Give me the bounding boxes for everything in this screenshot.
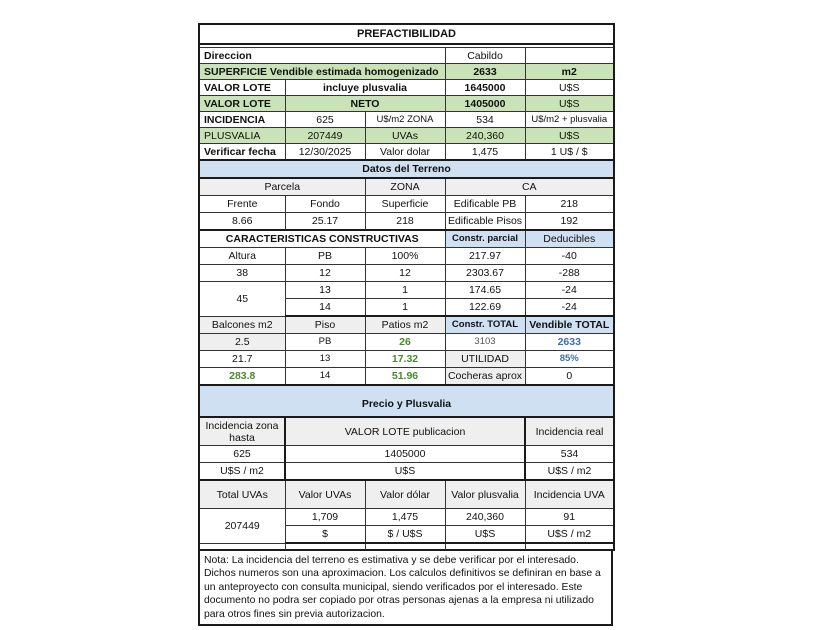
piso-header: Piso [285,316,365,334]
incidencia-zona-label: Incidencia zona hasta [199,417,285,446]
cell-b: PB [285,248,365,265]
valor-lote-label: VALOR LOTE [199,80,285,96]
constr-total-header: Constr. TOTAL [445,316,525,334]
patios-total: 51.96 [365,368,445,386]
fondo-label: Fondo [285,196,365,213]
incidencia-real-value: 534 [525,446,614,463]
cell-b: 14 [285,299,365,317]
utilidad-value: 85% [525,351,614,368]
terreno-header: Datos del Terreno [199,160,614,178]
cell-c: 1 [365,282,445,299]
verificar-value2: 1,475 [445,144,525,161]
direccion-extra [525,48,614,64]
disclaimer-note: Nota: La incidencia del terreno es estimativa y se debe verificar por el interesado. Dichos numeros son una aproximacion. Los calculos definitivos se definiran en base a un anteproyecto con consulta municipal, siendo verificados por el interesado. Este documento no podra ser copiado por otras personas ajenas a la empresa ni utilizado para otros fines sin previa autorizacion. [198,551,613,627]
cocheras-label: Cocheras aprox [445,368,525,386]
balcones-header: Balcones m2 [199,316,285,334]
zona-label: ZONA [365,178,445,196]
constr-parcial-header: Constr. parcial [445,230,525,248]
balcones-value: 21.7 [199,351,285,368]
valor-dolar-header: Valor dólar [365,480,445,509]
total-uvas-header: Total UVAs [199,480,285,509]
balcones-header-row [199,316,614,334]
constructivas-header: CARACTERISTICAS CONSTRUCTIVAS [199,230,445,248]
cell-e: -288 [525,265,614,282]
incidencia-uva-value: 91 [525,509,614,526]
balcones-value: 2.5 [199,334,285,351]
plusvalia-unit: UVAs [365,128,445,144]
valor-plusvalia-unit: U$S [445,526,525,544]
precio-values-row [199,446,614,463]
valor-lote-neto-unit: U$S [525,96,614,112]
superficie-label: SUPERFICIE Vendible estimada homogenizado [199,64,445,80]
cell-d: 2303.67 [445,265,525,282]
valor-lote-row [199,80,614,96]
valor-lote-neto-value: 1405000 [445,96,525,112]
parcela-row [199,178,614,196]
cell-d: 122.69 [445,299,525,317]
edificable-pb-label: Edificable PB [445,196,525,213]
patios-value: 17.32 [365,351,445,368]
cell-e: -40 [525,248,614,265]
valor-lote-unit: U$S [525,80,614,96]
uva-values-row [199,509,614,526]
valor-plusvalia-header: Valor plusvalia [445,480,525,509]
cell-a: 45 [199,282,285,317]
constr-total-value: 3103 [445,334,525,351]
edificable-pb-value: 218 [525,196,614,213]
edificable-pisos-label: Edificable Pisos [445,213,525,231]
parcela-label: Parcela [199,178,365,196]
verificar-row [199,144,614,161]
constructivas-row [199,282,614,299]
terreno-columns-row [199,196,614,213]
zona-value: CA [445,178,614,196]
sheet-title: PREFACTIBILIDAD [199,24,614,44]
cell-e: -24 [525,299,614,317]
cell-b: 12 [285,265,365,282]
precio-units-row [199,463,614,481]
valor-lote-pub-label: VALOR LOTE publicacion [285,417,525,446]
edificable-pisos-value: 192 [525,213,614,231]
superficie-value: 2633 [445,64,525,80]
cell-d: 217.97 [445,248,525,265]
piso-value: PB [285,334,365,351]
balcones-row [199,368,614,386]
prefactibilidad-sheet [198,23,613,626]
piso-value: 13 [285,351,365,368]
direccion-label: Direccion [199,48,445,64]
unit-lote: U$S [285,463,525,481]
superficie-row [199,64,614,80]
verificar-label: Verificar fecha [199,144,285,161]
cell-c: 1 [365,299,445,317]
direccion-value: Cabildo [445,48,525,64]
incidencia-unit: U$/m2 ZONA [365,112,445,128]
fondo-value: 25.17 [285,213,365,231]
uva-headers-row [199,480,614,509]
vendible-total-header: Vendible TOTAL [525,316,614,334]
plusvalia-value: 207449 [285,128,365,144]
valor-uvas-value: 1,709 [285,509,365,526]
verificar-unit2: 1 U$ / $ [525,144,614,161]
valor-lote-value: 1645000 [445,80,525,96]
valor-uvas-unit: $ [285,526,365,544]
cell-d: 174.65 [445,282,525,299]
balcones-total: 283.8 [199,368,285,386]
piso-value: 14 [285,368,365,386]
incidencia-value2: 534 [445,112,525,128]
incidencia-unit2: U$/m2 + plusvalia [525,112,614,128]
deducibles-header: Deducibles [525,230,614,248]
valor-dolar-value: 1,475 [365,509,445,526]
incidencia-row [199,112,614,128]
unit-zona: U$S / m2 [199,463,285,481]
incidencia-uva-header: Incidencia UVA [525,480,614,509]
valor-lote-neto-label: VALOR LOTE [199,96,285,112]
unit-real: U$S / m2 [525,463,614,481]
verificar-unit: Valor dolar [365,144,445,161]
valor-uvas-header: Valor UVAs [285,480,365,509]
incidencia-uva-unit: U$S / m2 [525,526,614,544]
valor-plusvalia-value: 240,360 [445,509,525,526]
precio-header: Precio y Plusvalia [199,385,614,417]
cell-c: 100% [365,248,445,265]
incidencia-real-label: Incidencia real [525,417,614,446]
frente-value: 8.66 [199,213,285,231]
superficie-label: Superficie [365,196,445,213]
plusvalia-row [199,128,614,144]
superficie-unit: m2 [525,64,614,80]
terreno-header-row [199,160,614,178]
balcones-row [199,334,614,351]
precio-header-row [199,385,614,417]
plusvalia-value2: 240,360 [445,128,525,144]
cell-e: -24 [525,282,614,299]
valor-lote-pub-value: 1405000 [285,446,525,463]
cell-b: 13 [285,282,365,299]
plusvalia-unit2: U$S [525,128,614,144]
superficie-value: 218 [365,213,445,231]
balcones-row [199,351,614,368]
blank-row [199,543,614,550]
vendible-total-value: 2633 [525,334,614,351]
patios-header: Patios m2 [365,316,445,334]
constructivas-row [199,248,614,265]
incidencia-value: 625 [285,112,365,128]
valor-lote-neto-row [199,96,614,112]
verificar-date: 12/30/2025 [285,144,365,161]
cell-a: 38 [199,265,285,282]
total-uvas-value: 207449 [199,509,285,544]
cell-a: Altura [199,248,285,265]
constructivas-row [199,265,614,282]
title-row [199,24,614,44]
incidencia-zona-value: 625 [199,446,285,463]
plusvalia-label: PLUSVALIA [199,128,285,144]
valor-dolar-unit: $ / U$S [365,526,445,544]
prefactibilidad-table [198,23,615,551]
frente-label: Frente [199,196,285,213]
cocheras-value: 0 [525,368,614,386]
valor-lote-neto-desc: NETO [285,96,445,112]
precio-labels-row [199,417,614,446]
valor-lote-desc: incluye plusvalia [285,80,445,96]
constructivas-header-row [199,230,614,248]
cell-c: 12 [365,265,445,282]
utilidad-label: UTILIDAD [445,351,525,368]
patios-value: 26 [365,334,445,351]
direccion-row [199,48,614,64]
incidencia-label: INCIDENCIA [199,112,285,128]
terreno-values-row [199,213,614,231]
